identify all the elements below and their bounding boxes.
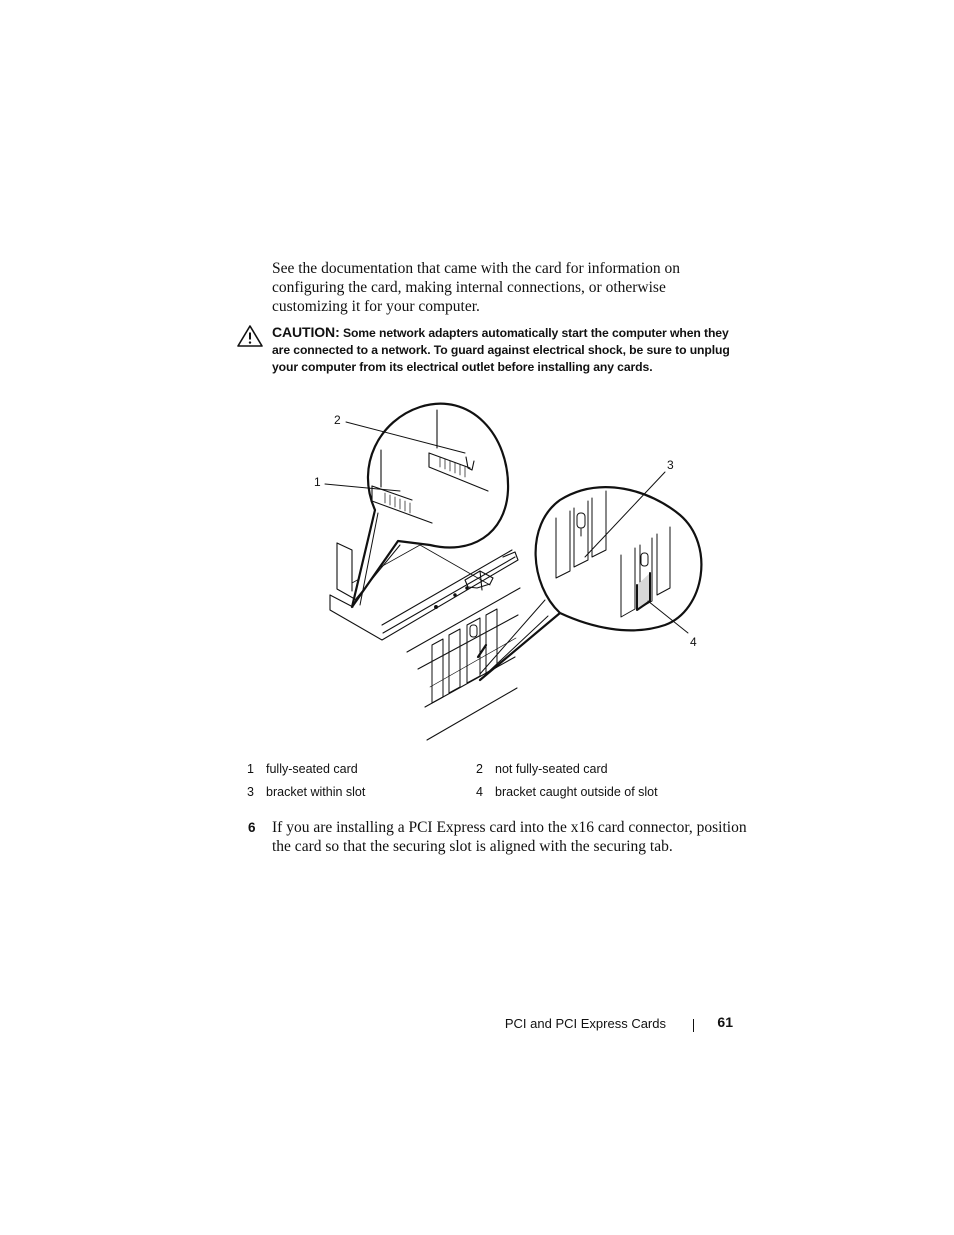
magnified-view-brackets <box>480 487 701 680</box>
page-footer <box>500 1014 740 1036</box>
callout-4: 4 <box>690 635 697 649</box>
legend-label: bracket caught outside of slot <box>495 785 658 799</box>
card-seating-illustration <box>0 395 954 745</box>
legend-num: 4 <box>476 785 483 799</box>
intro-paragraph: See the documentation that came with the card for information on configuring the card, making internal connections, or otherwise customizing it for your computer. <box>272 260 681 315</box>
page-number: 61 <box>717 1014 733 1030</box>
legend-num: 3 <box>247 785 254 799</box>
caution-label: CAUTION: <box>272 324 340 340</box>
footer-divider <box>693 1019 694 1032</box>
legend-num: 1 <box>247 762 254 776</box>
legend-label: fully-seated card <box>266 762 358 776</box>
warning-triangle-icon <box>236 324 264 348</box>
callout-3: 3 <box>667 458 674 472</box>
legend-label: not fully-seated card <box>495 762 608 776</box>
footer-section-title: PCI and PCI Express Cards <box>504 1016 666 1031</box>
caution-text: Some network adapters automatically start the computer when they are connected to a network. To guard against electrical shock, be sure to unplug your computer from its electrical outlet before installing any cards. <box>272 326 730 374</box>
callout-1: 1 <box>314 475 321 489</box>
legend-label: bracket within slot <box>266 785 366 799</box>
legend-num: 2 <box>476 762 483 776</box>
step-text: If you are installing a PCI Express card into the x16 card connector, position the card so that the securing slot is aligned with the securing tab. <box>272 819 747 855</box>
card-seating-figure <box>0 395 954 745</box>
callout-2: 2 <box>334 413 341 427</box>
magnified-view-cards <box>352 404 508 607</box>
step-number: 6 <box>248 820 256 835</box>
